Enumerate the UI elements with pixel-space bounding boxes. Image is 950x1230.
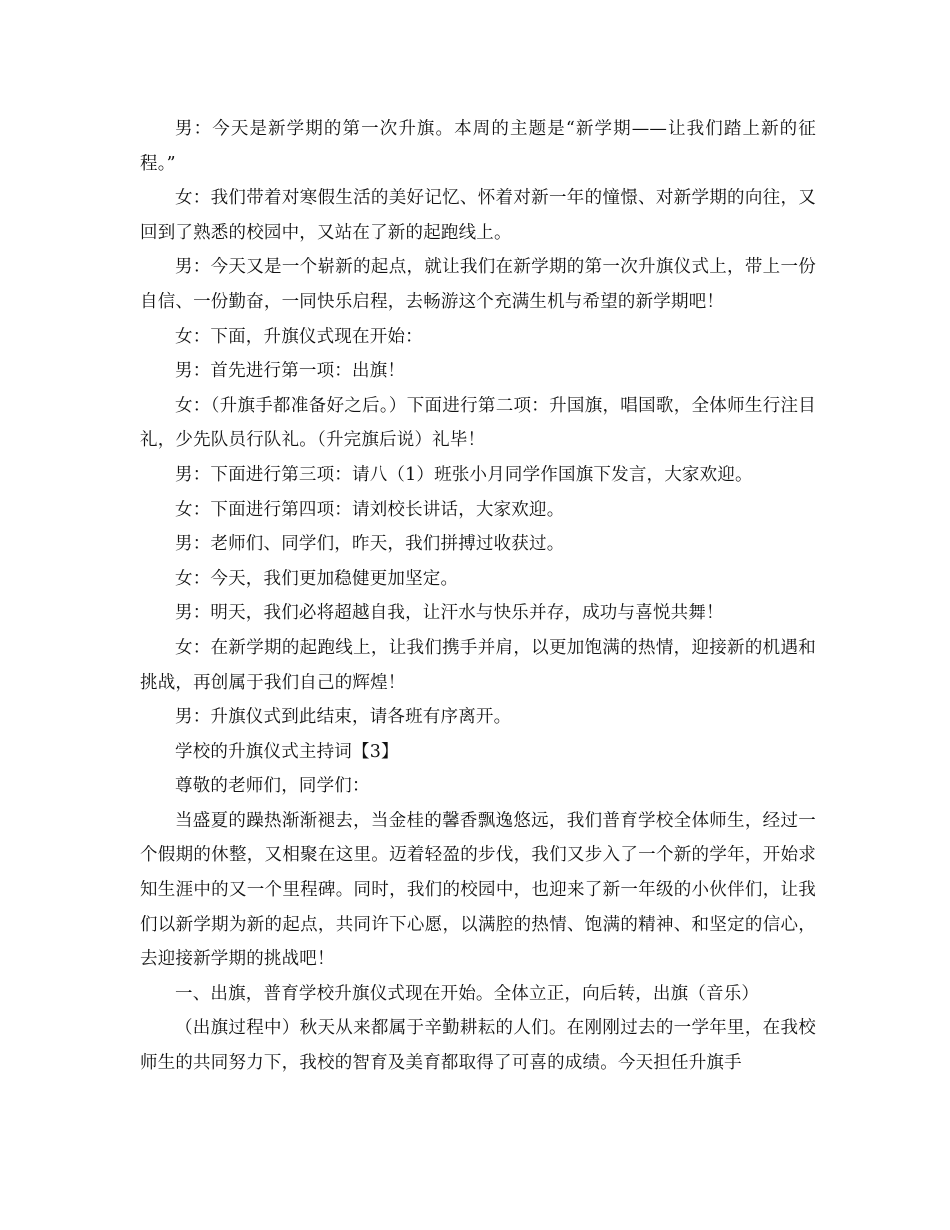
paragraph-male-closing: 男：升旗仪式到此结束，请各班有序离开。 — [175, 707, 512, 728]
paragraph-female-item-four: 女：下面进行第四项：请刘校长讲话，大家欢迎。 — [175, 499, 565, 520]
paragraph-flag-process: （出旗过程中）秋天从来都属于辛勤耕耘的人们。在刚刚过去的一学年里，在我校师生的共同努力下，我校的智育及美育都取得了可喜的成绩。今天担任升旗手 — [140, 1018, 816, 1074]
paragraph-male-tomorrow: 男：明天，我们必将超越自我，让汗水与快乐并存，成功与喜悦共舞！ — [175, 603, 724, 624]
paragraph-female-item-two: 女：（升旗手都准备好之后。）下面进行第二项：升国旗，唱国歌，全体师生行注目礼，少先队员行队礼。（升完旗后说）礼毕！ — [140, 395, 816, 451]
paragraph-male-yesterday: 男：老师们、同学们，昨天，我们拼搏过收获过。 — [175, 534, 565, 555]
paragraph-female-return: 女：我们带着对寒假生活的美好记忆、怀着对新一年的憧憬、对新学期的向往，又回到了熟悉的校园中，又站在了新的起跑线上。 — [140, 188, 816, 243]
paragraph-male-opening: 男：今天是新学期的第一次升旗。本周的主题是“新学期——让我们踏上新的征程。” — [140, 119, 816, 174]
paragraph-intro-speech: 当盛夏的躁热渐渐褪去，当金桂的馨香飘逸悠远，我们普育学校全体师生，经过一个假期的休整，又相聚在这里。迈着轻盈的步伐，我们又步入了一个新的学年，开始求知生涯中的又一个里程碑。同时，我们的校园中，也迎来了新一年级的小伙伴们，让我们以新学期为新的起点，共同许下心愿，以满腔的热情、饱满的精神、和坚定的信心，去迎接新学期的挑战吧！ — [140, 810, 816, 970]
section-heading: 学校的升旗仪式主持词【3】 — [175, 741, 399, 762]
paragraph-male-new-start: 男：今天又是一个崭新的起点，就让我们在新学期的第一次升旗仪式上，带上一份自信、一份勤奋，一同快乐启程，去畅游这个充满生机与希望的新学期吧！ — [140, 257, 816, 312]
paragraph-male-item-three: 男：下面进行第三项：请八（1）班张小月同学作国旗下发言，大家欢迎。 — [175, 464, 753, 485]
paragraph-female-starting-line: 女：在新学期的起跑线上，让我们携手并肩，以更加饱满的热情，迎接新的机遇和挑战，再创属于我们自己的辉煌！ — [140, 637, 816, 693]
paragraph-male-item-one: 男：首先进行第一项：出旗！ — [175, 361, 406, 382]
paragraph-flag-out: 一、出旗，普育学校升旗仪式现在开始。全体立正，向后转，出旗（音乐） — [175, 983, 760, 1004]
paragraph-female-today: 女：今天，我们更加稳健更加坚定。 — [175, 568, 459, 589]
paragraph-female-ceremony-begin: 女：下面，升旗仪式现在开始： — [175, 326, 423, 347]
paragraph-salutation: 尊敬的老师们，同学们： — [175, 776, 370, 797]
document-body — [140, 112, 816, 1081]
